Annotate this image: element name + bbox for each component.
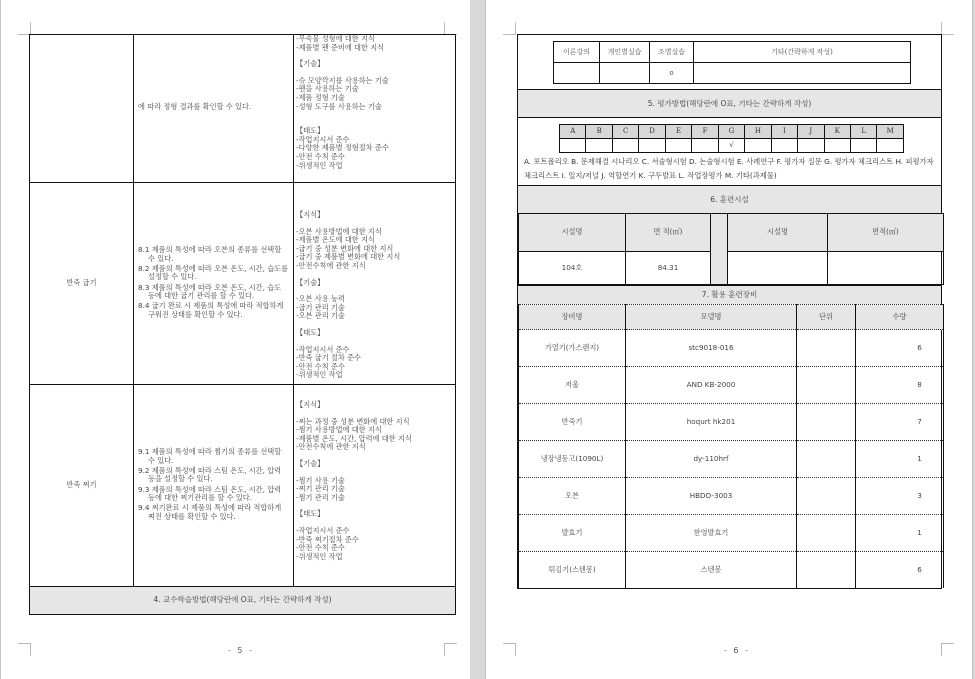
column-header: 시설명: [519, 214, 626, 252]
margin-corner-mark: [503, 643, 516, 656]
skill-item: -찜기 사용 기술: [296, 475, 345, 485]
table-cell[interactable]: [771, 139, 797, 153]
criteria-item: 8.1 제품의 특성에 따라 오븐의 종류를 선택할 수 있다.: [138, 245, 282, 263]
margin-corner-mark: [503, 22, 516, 35]
knowledge-item: -안전수칙에 관한 지식: [296, 260, 366, 270]
quantity: 7: [856, 404, 944, 441]
column-header: 면적(㎡): [828, 214, 944, 252]
section-7-title: 7. 활용 훈련장비: [518, 285, 941, 304]
unit: [797, 404, 856, 441]
table-row: [519, 367, 944, 404]
table-cell[interactable]: [798, 139, 824, 153]
margin-corner-mark: [941, 22, 954, 35]
skill-label: 【기술】: [296, 458, 325, 468]
criteria-item: 8.4 굽기 완료 시 제품의 특성에 따라 적합하게 구워진 상태를 확인할 수 있다.: [138, 301, 284, 319]
skill-item: -찌기 관리 기술: [296, 484, 345, 494]
column-header: 기타(간략하게 작성): [694, 42, 911, 63]
column-header: 시설명: [728, 214, 828, 252]
column-header: K: [824, 125, 850, 139]
quantity: 1: [856, 515, 944, 552]
section-header-row: [30, 587, 456, 615]
knowledge-skills-attitudes: [294, 183, 456, 385]
model-name: 스텐봉: [626, 552, 797, 589]
unit: [797, 367, 856, 404]
model-name: AND KB-2000: [626, 367, 797, 404]
criteria-item: 8.2 제품의 특성에 따라 오븐 온도, 시간, 습도를 설정할 수 있다.: [138, 263, 289, 282]
competency-table: [29, 34, 456, 615]
quantity: 8: [856, 367, 944, 404]
table-row: [519, 252, 944, 285]
document-page-5: [0, 0, 470, 679]
table-cell[interactable]: [560, 139, 586, 153]
knowledge-skills-attitudes: [294, 35, 456, 183]
table-row: [30, 183, 456, 385]
knowledge-item: -찌는 과정 중 성분 변화에 대한 지식: [296, 416, 410, 426]
table-cell[interactable]: [692, 139, 718, 153]
section-4-title: 4. 교수학습방법(해당란에 O표, 기타는 간략하게 작성): [30, 587, 456, 615]
quantity: 6: [856, 552, 944, 589]
column-header: 모델명: [626, 305, 797, 330]
unit: [797, 330, 856, 367]
table-row: [519, 441, 944, 478]
table-cell[interactable]: [665, 139, 691, 153]
margin-corner-mark: [941, 643, 954, 656]
table-row: [519, 404, 944, 441]
column-header: 면 적(㎡): [626, 214, 711, 252]
knowledge-skills-attitudes: [294, 385, 456, 587]
equipment-table: [518, 304, 944, 588]
skill-item: -성형 도구를 사용하는 기술: [296, 101, 382, 111]
table-row: [519, 552, 944, 589]
section-5-title: 5. 평가방법(해당란에 O표, 기타는 간략하게 작성): [518, 89, 941, 117]
table-row: [554, 63, 911, 84]
attitude-item: -작업지시서 준수: [296, 134, 350, 144]
unit-name: 반죽 굽기: [30, 183, 134, 385]
knowledge-item: -오븐 사용방법에 대한 지식: [296, 226, 382, 236]
model-name: hoqurt hk201: [626, 404, 797, 441]
column-header: B: [586, 125, 612, 139]
table-cell[interactable]: [554, 63, 600, 84]
facility-area: 84.31: [626, 252, 711, 285]
facility-area: [828, 252, 944, 285]
equipment-name: 저울: [519, 367, 626, 404]
knowledge-item: -무속물 성형에 대한 지식: [296, 34, 375, 43]
facility-table: [518, 213, 944, 285]
evaluation-method-table: [559, 124, 904, 153]
column-header: C: [612, 125, 638, 139]
margin-corner-mark: [444, 643, 457, 656]
table-cell[interactable]: [612, 139, 638, 153]
attitude-item: -안전 수칙 준수: [296, 361, 345, 371]
model-name: HBDO-3003: [626, 478, 797, 515]
model-name: 한영발효기: [626, 515, 797, 552]
performance-criteria: [134, 183, 294, 385]
attitude-item: -반죽 굽기 절차 준수: [296, 353, 361, 363]
evaluation-legend: A. 포트폴리오 B. 문제해결 시나리오 C. 서술형시험 D. 논술형시험 E. 사례연구 F. 평가자 질문 G. 평가자 체크리스트 H. 피평가자 체크리스트 I. 일지/저널 J. 역할연기 K. 구두발표 L. 작업장평가 M. 기타(과제물): [524, 157, 934, 180]
model-name: stc9018-016: [626, 330, 797, 367]
unit-name: [30, 35, 134, 183]
skill-item: -오븐 관리 기술: [296, 311, 345, 321]
knowledge-item: -제품별 팬 준비에 대한 지식: [296, 42, 385, 52]
criteria-item: 9.3 제품의 특성에 따라 스팀 온도, 시간, 압력 등에 대한 찌기관리를 할 수 있다.: [138, 484, 282, 503]
table-cell[interactable]: o: [650, 63, 694, 84]
unit-name: 반죽 찌기: [30, 385, 134, 587]
checkmark-cell[interactable]: √: [718, 139, 744, 153]
table-cell[interactable]: [877, 139, 904, 153]
criteria-item: 9.4 찌기완료 시 제품의 특성에 따라 적합하게 쪄진 상태를 확인할 수 있다.: [138, 503, 282, 521]
margin-corner-mark: [18, 643, 31, 656]
equipment-name: 발효기: [519, 515, 626, 552]
skill-item: -슈 모양깍지를 사용하는 기술: [296, 75, 389, 85]
column-separator: [711, 214, 728, 285]
skill-item: -제품 정형 기술: [296, 92, 345, 102]
knowledge-item: -찜기 사용방법에 대한 지식: [296, 425, 382, 435]
knowledge-label: 【지식】: [296, 400, 325, 409]
criteria-item: 9.2 제품의 특성에 따라 스팀 온도, 시간, 압력 등을 설정할 수 있다.: [138, 465, 282, 484]
column-header: 조별실습: [650, 42, 694, 63]
attitude-item: -작업지시서 준수: [296, 344, 350, 354]
column-header: G: [718, 125, 744, 139]
page6-form: [517, 34, 942, 589]
column-header: F: [692, 125, 718, 139]
table-row: [519, 330, 944, 367]
column-header: D: [639, 125, 665, 139]
skill-item: -오븐 사용 능력: [296, 294, 345, 304]
attitude-item: -다양한 제품별 정형절차 준수: [296, 143, 389, 153]
skill-label: 【기술】: [296, 277, 325, 287]
skill-label: 【기술】: [296, 59, 325, 69]
attitude-item: -안전 수칙 준수: [296, 543, 345, 553]
performance-criteria: [134, 385, 294, 587]
column-header: L: [850, 125, 876, 139]
table-header-row: [519, 214, 944, 252]
model-name: dy-110hrf: [626, 441, 797, 478]
attitude-item: -위생적인 작업: [296, 160, 343, 170]
table-row: [560, 139, 904, 153]
attitude-item: -위생적인 작업: [296, 551, 343, 561]
column-header: 개인별실습: [600, 42, 650, 63]
column-header: A: [560, 125, 586, 139]
table-cell[interactable]: [850, 139, 876, 153]
unit: [797, 552, 856, 589]
table-header-row: [519, 305, 944, 330]
equipment-name: 튀김기(스텐봉): [519, 552, 626, 589]
attitude-item: -작업지시서 준수: [296, 525, 350, 535]
skill-item: -굽기 관리 기술: [296, 302, 345, 312]
table-cell[interactable]: [824, 139, 850, 153]
column-header: 단위: [797, 305, 856, 330]
skill-item: -찜기 관리 기술: [296, 492, 345, 502]
quantity: 1: [856, 441, 944, 478]
skill-item: -팬을 사용하는 기술: [296, 84, 359, 94]
table-row: [519, 515, 944, 552]
table-cell[interactable]: [639, 139, 665, 153]
column-header: J: [798, 125, 824, 139]
unit: [797, 515, 856, 552]
table-header-row: [554, 42, 911, 63]
criteria-item: 8.3 제품의 특성에 따라 오븐 온도, 시간, 습도 등에 대한 굽기 관리를 할 수 있다.: [138, 282, 282, 301]
attitude-label: 【태도】: [296, 327, 325, 337]
evaluation-section: [518, 117, 941, 185]
knowledge-item: -안전수칙에 관한 지식: [296, 442, 366, 452]
column-header: 수량: [856, 305, 944, 330]
page-gutter: [470, 0, 485, 679]
equipment-name: 반죽기: [519, 404, 626, 441]
page-number: - 5 -: [228, 646, 254, 655]
unit: [797, 441, 856, 478]
criteria-item: 에 따라 정형 결과를 확인할 수 있다.: [138, 102, 252, 112]
facility-name: [728, 252, 828, 285]
column-header: E: [665, 125, 691, 139]
knowledge-item: -굽기 중 성분 변화에 대한 지식: [296, 243, 394, 253]
attitude-item: -위생적인 작업: [296, 370, 343, 380]
table-cell[interactable]: [600, 63, 650, 84]
unit: [797, 478, 856, 515]
facility-name: 104호: [519, 252, 626, 285]
table-cell[interactable]: [694, 63, 911, 84]
table-cell[interactable]: [586, 139, 612, 153]
equipment-name: 가열기(가스렌지): [519, 330, 626, 367]
teaching-method-table: [553, 41, 911, 84]
table-header-row: [560, 125, 904, 139]
table-cell[interactable]: [745, 139, 771, 153]
column-header: M: [877, 125, 904, 139]
attitude-item: -안전 수칙 준수: [296, 151, 345, 161]
knowledge-label: 【지식】: [296, 210, 325, 219]
quantity: 6: [856, 330, 944, 367]
performance-criteria: [134, 35, 294, 183]
section-6-title: 6. 훈련시설: [518, 185, 941, 213]
table-row: [30, 35, 456, 183]
column-header: I: [771, 125, 797, 139]
knowledge-item: -제품별 온도에 대한 지식: [296, 235, 375, 245]
attitude-item: -반죽 찌기절차 준수: [296, 534, 359, 544]
knowledge-item: -제품별 온도, 시간, 압력에 대한 지식: [296, 433, 412, 443]
attitude-label: 【태도】: [296, 509, 325, 519]
attitude-label: 【태도】: [296, 126, 325, 136]
quantity: 3: [856, 478, 944, 515]
table-row: [519, 478, 944, 515]
column-header: H: [745, 125, 771, 139]
knowledge-item: -굽기 중 제품별 변화에 대한 지식: [296, 252, 401, 262]
criteria-item: 9.1 제품의 특성에 따라 찜기의 종류를 선택할 수 있다.: [138, 447, 282, 465]
column-header: 이론강의: [554, 42, 600, 63]
equipment-name: 오븐: [519, 478, 626, 515]
table-row: [30, 385, 456, 587]
page-number: - 6 -: [724, 646, 750, 655]
column-header: 장비명: [519, 305, 626, 330]
equipment-name: 냉장냉동고(1090L): [519, 441, 626, 478]
